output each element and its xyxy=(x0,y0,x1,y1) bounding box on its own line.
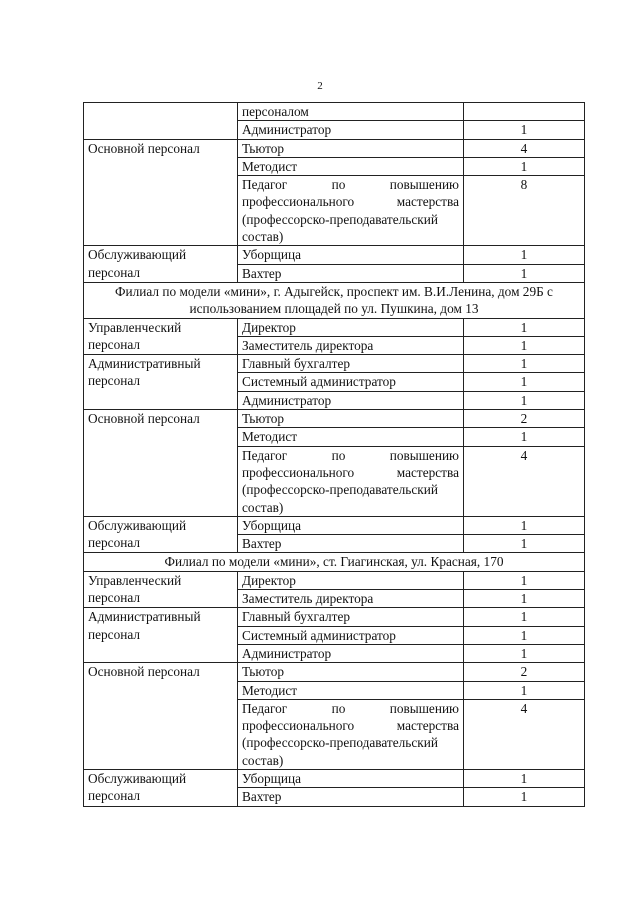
count-cell: 1 xyxy=(464,571,585,589)
position-cell: Тьютор xyxy=(238,410,464,428)
branch-title xyxy=(84,282,585,318)
position-line: состав) xyxy=(242,752,284,768)
position-cell: Уборщица xyxy=(238,246,464,264)
position-line: (профессорско-преподавательский xyxy=(242,735,438,751)
table-row xyxy=(84,318,585,336)
table-row xyxy=(84,139,585,157)
position-cell: Главный бухгалтер xyxy=(238,355,464,373)
category-cell xyxy=(84,103,238,140)
category-cell xyxy=(84,516,238,553)
category-cell: Основной персонал xyxy=(84,663,238,770)
position-cell: Системный администратор xyxy=(238,373,464,391)
position-cell: Методист xyxy=(238,681,464,699)
count-cell: 1 xyxy=(464,336,585,354)
count-cell: 2 xyxy=(464,663,585,681)
count-cell: 1 xyxy=(464,626,585,644)
count-cell: 4 xyxy=(464,699,585,769)
table-row xyxy=(84,410,585,428)
category-cell xyxy=(84,769,238,806)
count-cell: 1 xyxy=(464,516,585,534)
position-cell: Администратор xyxy=(238,391,464,409)
category-cell xyxy=(84,318,238,355)
position-cell: Вахтер xyxy=(238,264,464,282)
position-cell: Вахтер xyxy=(238,788,464,806)
category-cell xyxy=(84,608,238,663)
position-cell: Администратор xyxy=(238,121,464,139)
position-line: состав) xyxy=(242,499,284,515)
count-cell: 1 xyxy=(464,644,585,662)
count-cell: 4 xyxy=(464,139,585,157)
category-line: Административный xyxy=(88,356,201,372)
position-line: профессионального мастерства xyxy=(242,718,459,734)
category-cell xyxy=(84,571,238,608)
position-cell: Уборщица xyxy=(238,516,464,534)
position-cell xyxy=(238,699,464,769)
category-line: персонал xyxy=(88,788,140,804)
count-cell: 1 xyxy=(464,590,585,608)
count-cell: 1 xyxy=(464,121,585,139)
position-cell: Заместитель директора xyxy=(238,336,464,354)
count-cell: 1 xyxy=(464,788,585,806)
position-line: Педагог по повышению xyxy=(242,177,459,193)
position-line: Педагог по повышению xyxy=(242,447,459,463)
category-line: персонал xyxy=(88,264,140,280)
category-line: персонал xyxy=(88,590,140,606)
position-cell: Директор xyxy=(238,318,464,336)
count-cell: 1 xyxy=(464,428,585,446)
branch-header-row xyxy=(84,282,585,318)
count-cell: 1 xyxy=(464,157,585,175)
count-cell: 1 xyxy=(464,246,585,264)
branch-title: Филиал по модели «мини», ст. Гиагинская, ул. Красная, 170 xyxy=(84,553,585,571)
category-line: Обслуживающий xyxy=(88,247,187,263)
position-cell: Уборщица xyxy=(238,769,464,787)
category-line: Административный xyxy=(88,609,201,625)
page-number: 2 xyxy=(317,80,323,92)
position-cell: Методист xyxy=(238,157,464,175)
branch-title-line: Филиал по модели «мини», г. Адыгейск, проспект им. В.И.Ленина, дом 29Б с xyxy=(115,283,553,299)
table-row xyxy=(84,663,585,681)
position-line: Педагог по повышению xyxy=(242,700,459,716)
staff-table xyxy=(83,102,585,807)
count-cell: 1 xyxy=(464,769,585,787)
category-line: Обслуживающий xyxy=(88,517,187,533)
count-cell: 1 xyxy=(464,264,585,282)
position-cell: Методист xyxy=(238,428,464,446)
table-row xyxy=(84,103,585,121)
position-line: (профессорско-преподавательский xyxy=(242,482,438,498)
branch-header-row xyxy=(84,553,585,571)
count-cell: 1 xyxy=(464,391,585,409)
position-line: (профессорско-преподавательский xyxy=(242,211,438,227)
position-cell: Тьютор xyxy=(238,663,464,681)
count-cell: 2 xyxy=(464,410,585,428)
table-row xyxy=(84,516,585,534)
position-cell: Вахтер xyxy=(238,535,464,553)
count-cell: 1 xyxy=(464,535,585,553)
table-row xyxy=(84,246,585,264)
position-line: профессионального мастерства xyxy=(242,464,459,480)
count-cell xyxy=(464,103,585,121)
category-line: персонал xyxy=(88,373,140,389)
count-cell: 1 xyxy=(464,355,585,373)
category-line: Управленческий xyxy=(88,572,182,588)
count-cell: 1 xyxy=(464,373,585,391)
table-row xyxy=(84,355,585,373)
position-line: состав) xyxy=(242,229,284,245)
category-line: персонал xyxy=(88,336,140,352)
position-cell xyxy=(238,176,464,246)
category-line: Управленческий xyxy=(88,319,182,335)
branch-title-line: использованием площадей по ул. Пушкина, дом 13 xyxy=(189,301,479,317)
category-cell: Основной персонал xyxy=(84,410,238,517)
category-line: Обслуживающий xyxy=(88,770,187,786)
position-line: профессионального мастерства xyxy=(242,194,459,210)
position-cell: персоналом xyxy=(238,103,464,121)
position-cell: Заместитель директора xyxy=(238,590,464,608)
count-cell: 8 xyxy=(464,176,585,246)
table-row xyxy=(84,769,585,787)
count-cell: 4 xyxy=(464,446,585,516)
category-cell xyxy=(84,246,238,283)
category-line: персонал xyxy=(88,626,140,642)
position-cell xyxy=(238,446,464,516)
position-cell: Тьютор xyxy=(238,139,464,157)
position-cell: Администратор xyxy=(238,644,464,662)
position-cell: Директор xyxy=(238,571,464,589)
category-cell xyxy=(84,355,238,410)
count-cell: 1 xyxy=(464,608,585,626)
table-row xyxy=(84,571,585,589)
table-row xyxy=(84,608,585,626)
count-cell: 1 xyxy=(464,681,585,699)
count-cell: 1 xyxy=(464,318,585,336)
position-cell: Системный администратор xyxy=(238,626,464,644)
category-cell: Основной персонал xyxy=(84,139,238,246)
position-cell: Главный бухгалтер xyxy=(238,608,464,626)
category-line: персонал xyxy=(88,535,140,551)
